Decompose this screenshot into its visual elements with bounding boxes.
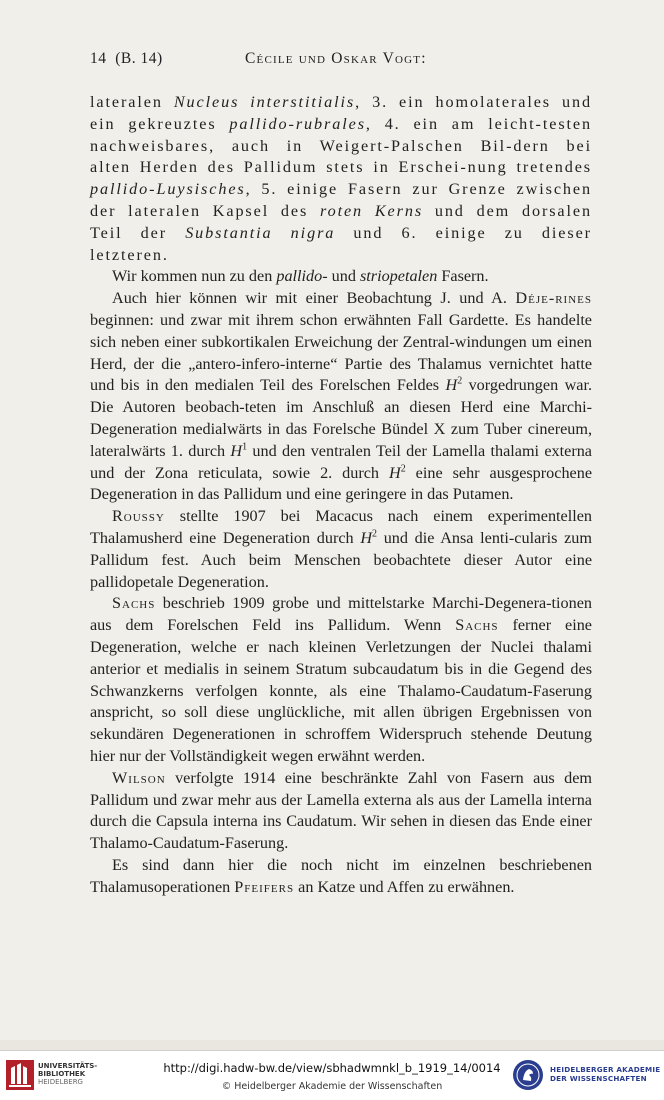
paragraph-4: Roussy stellte 1907 bei Macacus nach einem experimentellen Thalamusherd eine Degeneration durch $H^2$ und die Ansa lenti-cularis zum Pallidum fest. Auch beim Menschen beobachtete dieser Autor eine pallidopetale Degeneration. xyxy=(90,507,592,591)
paragraph-6: Wilson verfolgte 1914 eine beschränkte Zahl von Fasern aus dem Pallidum und zwar mehr aus der Lamella externa als aus der Lamella interna durch die Capsula interna ins Caudatum. Wir sehen in diesen das Ende einer Thalamo-Caudatum-Faserung. xyxy=(90,768,592,853)
paragraph-3: Auch hier können wir mit einer Beobachtung J. und A. Déje-rines beginnen: und zwar mit ihrem schon erwähnten Fall Gardette. Es handelte sich neben einer subkortikalen Erweichung der Zentral-windungen um einen Herd, der die „antero-infero-interne“ Partie des Thalamus vernichtet hatte und bis in den medialen Teil des Forelschen Feldes $H^2$ vorgedrungen war. Die Autoren beobach-teten im Anschluß an diesen Herd eine Marchi-Degeneration medialwärts in das Forelsche Bündel X zum Tuber cinereum, lateralwärts 1. durch $H^1$ und den ventralen Teil der Lamella thalami externa und der Zona reticulata, sowie 2. durch $H^2$ eine sehr ausgesprochene Degeneration in das Pallidum und eine geringere in das Putamen. xyxy=(90,289,593,504)
academy-label: HEIDELBERGER AKADEMIE DER WISSENSCHAFTEN xyxy=(550,1065,661,1083)
body-text xyxy=(90,92,592,898)
running-title: Cécile und Oskar Vogt: xyxy=(245,50,427,67)
university-library-label: UNIVERSITÄTS- BIBLIOTHEK HEIDELBERG xyxy=(38,1062,98,1086)
permalink-url[interactable]: http://digi.hadw-bw.de/view/sbhadwmnkl_b_1919_14/0014 xyxy=(163,1061,501,1075)
page-number: 14 (B. 14) xyxy=(90,50,163,67)
paragraph-2: Wir kommen nun zu den pallido- und striopetalen Fasern. xyxy=(112,267,489,286)
academy-seal-icon[interactable] xyxy=(512,1059,544,1091)
paragraph-1: lateralen Nucleus interstitialis, 3. ein homolaterales und ein gekreuztes pallido-rubrales, 4. ein am leicht-testen nachweisbares, auch in Weigert-Palschen Bil-dern bei alten Herden des Pallidum stets in Erschei-nung tretendes pallido-Luysisches, 5. einige Fasern zur Grenze zwischen der lateralen Kapsel des roten Kerns und dem dorsalen Teil der Substantia nigra und 6. einige zu dieser letzteren. xyxy=(90,93,593,264)
paragraph-7: Es sind dann hier die noch nicht im einzelnen beschriebenen Thalamusoperationen Pfeifers an Katze und Affen zu erwähnen. xyxy=(90,855,592,896)
copyright-notice: © Heidelberger Akademie der Wissenschaften xyxy=(221,1081,443,1092)
viewer-footer xyxy=(0,1050,664,1100)
paragraph-5: Sachs beschrieb 1909 grobe und mittelstarke Marchi-Degenera-tionen aus dem Forelschen Feld ins Pallidum. Wenn Sachs ferner eine Degeneration, welche er nach kleinen Verletzungen der Nuclei thalami anterior et medialis in seinem Stratum subcaudatum bis in die Gegend des Schwanzkerns verfolgen konnte, als eine Thalamo-Caudatum-Faserung anspricht, so soll diese unglückliche, mit allen übrigen Ergebnissen von sekundären Degenerationen in schroffem Widerspruch stehende Deutung hier nur der Vollständigkeit wegen erwähnt werden. xyxy=(90,594,592,765)
